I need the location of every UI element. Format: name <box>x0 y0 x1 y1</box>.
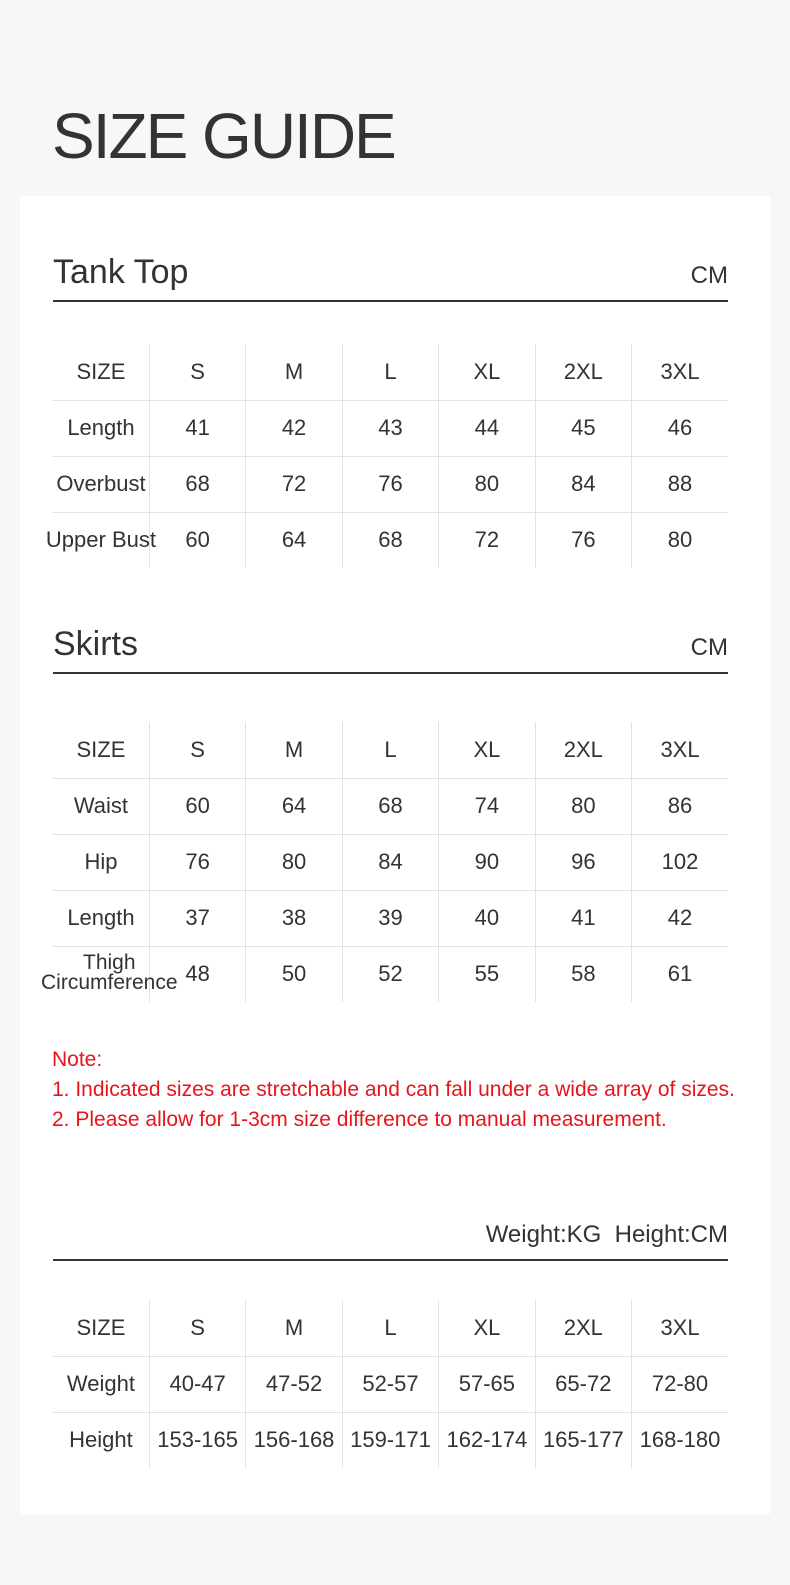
table-cell: 80 <box>439 456 535 512</box>
table-cell: 61 <box>632 946 728 1002</box>
table-cell: 162-174 <box>439 1412 535 1468</box>
table-cell: 60 <box>149 778 245 834</box>
row-label: Length <box>53 400 149 456</box>
column-header: 3XL <box>632 344 728 400</box>
table-cell: 88 <box>632 456 728 512</box>
table-cell: 52-57 <box>342 1356 438 1412</box>
table-cell: 44 <box>439 400 535 456</box>
table-row <box>53 400 728 456</box>
table-cell: 159-171 <box>342 1412 438 1468</box>
table-cell: 40-47 <box>149 1356 245 1412</box>
tank-top-header <box>53 254 728 302</box>
table-row <box>53 834 728 890</box>
table-cell: 41 <box>535 890 631 946</box>
table-row <box>53 456 728 512</box>
body-chart-unit: Weight:KG Height:CM <box>485 1221 728 1248</box>
table-cell: 48 <box>149 946 245 1002</box>
column-header: M <box>246 1300 342 1356</box>
skirts-header <box>53 626 728 674</box>
column-header: 2XL <box>535 344 631 400</box>
table-cell: 64 <box>246 512 342 568</box>
table-cell: 42 <box>632 890 728 946</box>
page-title: SIZE GUIDE <box>52 100 395 172</box>
row-label-text: Upper Bust <box>45 527 156 553</box>
column-header: SIZE <box>76 736 126 762</box>
row-label <box>45 512 156 568</box>
table-cell: 72 <box>246 456 342 512</box>
note-line: 1. Indicated sizes are stretchable and can fall under a wide array of sizes. <box>52 1078 735 1101</box>
note-line: 2. Please allow for 1-3cm size difference to manual measurement. <box>52 1108 667 1131</box>
table-header-row <box>53 1300 728 1356</box>
column-header: XL <box>439 344 535 400</box>
table-cell: 84 <box>342 834 438 890</box>
table-row <box>53 778 728 834</box>
note-heading: Note: <box>52 1048 103 1071</box>
table-row <box>53 946 728 1002</box>
notes-block <box>52 1045 735 1135</box>
row-label-text <box>41 953 178 993</box>
table-cell: 68 <box>342 778 438 834</box>
row-label: Weight <box>53 1356 149 1412</box>
row-label: Hip <box>53 834 149 890</box>
table-cell: 45 <box>535 400 631 456</box>
table-cell: 68 <box>342 512 438 568</box>
body-chart-header <box>53 1213 728 1261</box>
column-header: S <box>149 1300 245 1356</box>
column-header: S <box>149 722 245 778</box>
table-cell: 55 <box>439 946 535 1002</box>
table-row <box>53 890 728 946</box>
table-cell: 96 <box>535 834 631 890</box>
table-cell: 80 <box>535 778 631 834</box>
tank-top-unit: CM <box>690 262 728 289</box>
row-label: Waist <box>53 778 149 834</box>
table-cell: 64 <box>246 778 342 834</box>
column-header: SIZE <box>76 358 126 384</box>
table-cell: 40 <box>439 890 535 946</box>
row-label <box>41 946 178 1002</box>
row-label-line2: Circumference <box>41 971 178 995</box>
table-cell: 42 <box>246 400 342 456</box>
row-label: Length <box>53 890 149 946</box>
tank-top-table <box>45 344 728 568</box>
table-cell: 86 <box>632 778 728 834</box>
table-cell: 72 <box>439 512 535 568</box>
column-header: 3XL <box>632 1300 728 1356</box>
table-header-row <box>53 722 728 778</box>
column-header: L <box>342 1300 438 1356</box>
column-header: XL <box>439 722 535 778</box>
table-cell: 41 <box>149 400 245 456</box>
table-cell: 165-177 <box>535 1412 631 1468</box>
table-cell: 65-72 <box>535 1356 631 1412</box>
table-cell: 38 <box>246 890 342 946</box>
row-label: Height <box>53 1412 149 1468</box>
column-header: M <box>246 344 342 400</box>
table-row <box>53 1356 728 1412</box>
column-header: 2XL <box>535 1300 631 1356</box>
column-header: S <box>149 344 245 400</box>
table-row <box>53 1412 728 1468</box>
table-cell: 43 <box>342 400 438 456</box>
table-cell: 84 <box>535 456 631 512</box>
table-cell: 76 <box>342 456 438 512</box>
column-header: XL <box>439 1300 535 1356</box>
column-header: 3XL <box>632 722 728 778</box>
table-cell: 58 <box>535 946 631 1002</box>
row-label: Overbust <box>53 456 149 512</box>
table-cell: 57-65 <box>439 1356 535 1412</box>
table-cell: 80 <box>632 512 728 568</box>
table-cell: 76 <box>149 834 245 890</box>
column-header: M <box>246 722 342 778</box>
column-header: L <box>342 722 438 778</box>
table-cell: 80 <box>246 834 342 890</box>
tank-top-title: Tank Top <box>53 253 189 291</box>
skirts-unit: CM <box>690 634 728 661</box>
table-row <box>53 512 728 568</box>
table-cell: 102 <box>632 834 728 890</box>
table-cell: 37 <box>149 890 245 946</box>
table-cell: 39 <box>342 890 438 946</box>
table-cell: 168-180 <box>632 1412 728 1468</box>
table-cell: 90 <box>439 834 535 890</box>
table-cell: 46 <box>632 400 728 456</box>
table-cell: 76 <box>535 512 631 568</box>
table-cell: 153-165 <box>149 1412 245 1468</box>
row-label-line1: Thigh <box>83 951 136 975</box>
skirts-table <box>41 722 728 1002</box>
table-cell: 47-52 <box>246 1356 342 1412</box>
table-cell: 156-168 <box>246 1412 342 1468</box>
column-header: L <box>342 344 438 400</box>
table-cell: 68 <box>149 456 245 512</box>
column-header: 2XL <box>535 722 631 778</box>
column-header: SIZE <box>76 1314 126 1340</box>
body-chart-table <box>53 1300 728 1468</box>
table-cell: 60 <box>149 512 245 568</box>
table-cell: 72-80 <box>632 1356 728 1412</box>
skirts-title: Skirts <box>53 625 138 663</box>
table-cell: 74 <box>439 778 535 834</box>
table-header-row <box>53 344 728 400</box>
table-cell: 52 <box>342 946 438 1002</box>
table-cell: 50 <box>246 946 342 1002</box>
